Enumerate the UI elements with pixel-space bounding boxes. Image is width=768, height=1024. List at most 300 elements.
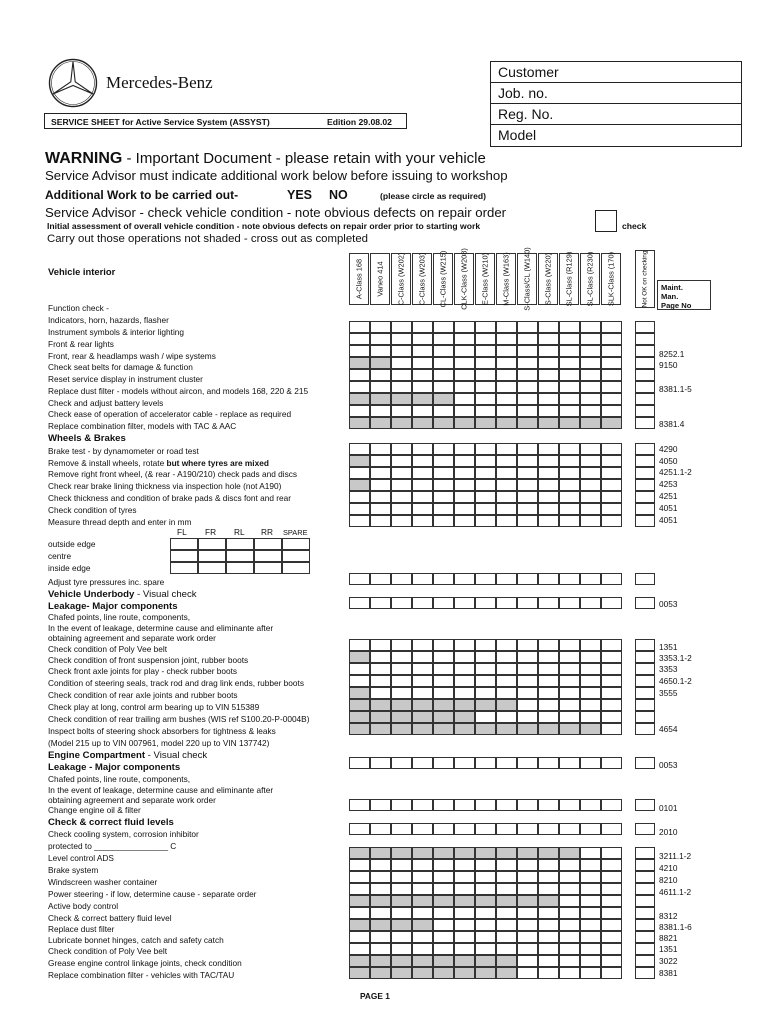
check-cell[interactable] (475, 503, 496, 515)
check-cell[interactable] (601, 597, 622, 609)
check-cell[interactable] (349, 955, 370, 967)
check-cell[interactable] (412, 455, 433, 467)
check-cell[interactable] (496, 573, 517, 585)
check-cell[interactable] (454, 381, 475, 393)
check-cell[interactable] (391, 503, 412, 515)
check-cell[interactable] (391, 369, 412, 381)
check-cell[interactable] (433, 573, 454, 585)
check-cell[interactable] (391, 393, 412, 405)
check-cell[interactable] (496, 321, 517, 333)
check-cell[interactable] (412, 515, 433, 527)
check-cell[interactable] (370, 919, 391, 931)
check-cell[interactable] (391, 967, 412, 979)
tyre-depth-cell[interactable] (254, 562, 282, 574)
check-cell[interactable] (454, 597, 475, 609)
check-cell[interactable] (496, 417, 517, 429)
check-cell[interactable] (559, 321, 580, 333)
check-cell[interactable] (601, 757, 622, 769)
check-cell[interactable] (433, 597, 454, 609)
check-cell[interactable] (412, 467, 433, 479)
check-cell[interactable] (391, 907, 412, 919)
check-cell[interactable] (370, 967, 391, 979)
check-cell[interactable] (391, 515, 412, 527)
check-cell[interactable] (370, 491, 391, 503)
check-cell[interactable] (454, 345, 475, 357)
check-cell[interactable] (580, 467, 601, 479)
not-ok-cell[interactable] (635, 955, 655, 967)
check-cell[interactable] (475, 573, 496, 585)
check-cell[interactable] (412, 723, 433, 735)
check-cell[interactable] (412, 919, 433, 931)
not-ok-cell[interactable] (635, 515, 655, 527)
check-cell[interactable] (559, 675, 580, 687)
not-ok-cell[interactable] (635, 369, 655, 381)
not-ok-cell[interactable] (635, 639, 655, 651)
not-ok-cell[interactable] (635, 675, 655, 687)
check-cell[interactable] (349, 357, 370, 369)
check-cell[interactable] (454, 723, 475, 735)
check-cell[interactable] (349, 345, 370, 357)
check-cell[interactable] (433, 723, 454, 735)
check-cell[interactable] (517, 907, 538, 919)
check-cell[interactable] (391, 823, 412, 835)
check-cell[interactable] (370, 757, 391, 769)
check-cell[interactable] (349, 573, 370, 585)
check-cell[interactable] (601, 443, 622, 455)
not-ok-cell[interactable] (635, 757, 655, 769)
check-cell[interactable] (454, 333, 475, 345)
check-cell[interactable] (412, 823, 433, 835)
tyre-depth-cell[interactable] (170, 550, 198, 562)
check-cell[interactable] (496, 799, 517, 811)
check-cell[interactable] (559, 503, 580, 515)
check-cell[interactable] (433, 675, 454, 687)
check-cell[interactable] (517, 823, 538, 835)
check-cell[interactable] (475, 467, 496, 479)
check-cell[interactable] (496, 393, 517, 405)
check-cell[interactable] (454, 405, 475, 417)
check-cell[interactable] (601, 417, 622, 429)
check-cell[interactable] (454, 467, 475, 479)
check-cell[interactable] (601, 357, 622, 369)
check-cell[interactable] (391, 723, 412, 735)
check-cell[interactable] (601, 943, 622, 955)
check-cell[interactable] (349, 467, 370, 479)
check-cell[interactable] (517, 757, 538, 769)
check-cell[interactable] (391, 573, 412, 585)
check-cell[interactable] (475, 443, 496, 455)
check-cell[interactable] (370, 597, 391, 609)
check-cell[interactable] (538, 417, 559, 429)
not-ok-cell[interactable] (635, 859, 655, 871)
check-cell[interactable] (580, 393, 601, 405)
check-cell[interactable] (454, 663, 475, 675)
not-ok-cell[interactable] (635, 663, 655, 675)
check-cell[interactable] (475, 417, 496, 429)
not-ok-cell[interactable] (635, 823, 655, 835)
check-cell[interactable] (559, 931, 580, 943)
check-cell[interactable] (370, 663, 391, 675)
not-ok-cell[interactable] (635, 333, 655, 345)
check-cell[interactable] (370, 723, 391, 735)
check-cell[interactable] (349, 919, 370, 931)
check-cell[interactable] (580, 711, 601, 723)
check-cell[interactable] (517, 597, 538, 609)
check-cell[interactable] (517, 573, 538, 585)
check-cell[interactable] (517, 369, 538, 381)
check-cell[interactable] (433, 443, 454, 455)
check-cell[interactable] (580, 675, 601, 687)
check-cell[interactable] (580, 369, 601, 381)
check-cell[interactable] (433, 479, 454, 491)
check-cell[interactable] (496, 687, 517, 699)
check-cell[interactable] (517, 931, 538, 943)
check-cell[interactable] (454, 871, 475, 883)
check-cell[interactable] (559, 699, 580, 711)
check-cell[interactable] (475, 515, 496, 527)
not-ok-cell[interactable] (635, 967, 655, 979)
check-cell[interactable] (580, 859, 601, 871)
check-cell[interactable] (370, 859, 391, 871)
check-cell[interactable] (433, 417, 454, 429)
check-cell[interactable] (370, 503, 391, 515)
check-cell[interactable] (538, 799, 559, 811)
check-cell[interactable] (475, 345, 496, 357)
check-cell[interactable] (412, 675, 433, 687)
check-cell[interactable] (433, 859, 454, 871)
check-cell[interactable] (580, 871, 601, 883)
check-cell[interactable] (580, 321, 601, 333)
check-cell[interactable] (559, 639, 580, 651)
check-cell[interactable] (517, 859, 538, 871)
check-cell[interactable] (496, 381, 517, 393)
check-cell[interactable] (433, 663, 454, 675)
check-cell[interactable] (454, 393, 475, 405)
check-cell[interactable] (433, 639, 454, 651)
check-cell[interactable] (370, 931, 391, 943)
check-cell[interactable] (538, 381, 559, 393)
check-cell[interactable] (349, 479, 370, 491)
check-cell[interactable] (391, 871, 412, 883)
check-cell[interactable] (559, 871, 580, 883)
check-cell[interactable] (538, 651, 559, 663)
check-cell[interactable] (475, 943, 496, 955)
check-cell[interactable] (538, 675, 559, 687)
check-cell[interactable] (559, 883, 580, 895)
check-cell[interactable] (454, 757, 475, 769)
not-ok-cell[interactable] (635, 345, 655, 357)
check-cell[interactable] (475, 491, 496, 503)
check-cell[interactable] (370, 357, 391, 369)
tyre-depth-cell[interactable] (170, 538, 198, 550)
not-ok-cell[interactable] (635, 847, 655, 859)
check-cell[interactable] (391, 333, 412, 345)
check-cell[interactable] (517, 663, 538, 675)
check-cell[interactable] (475, 847, 496, 859)
check-cell[interactable] (475, 799, 496, 811)
check-cell[interactable] (475, 651, 496, 663)
check-cell[interactable] (601, 799, 622, 811)
check-cell[interactable] (412, 479, 433, 491)
check-cell[interactable] (517, 381, 538, 393)
check-cell[interactable] (391, 405, 412, 417)
not-ok-cell[interactable] (635, 479, 655, 491)
check-cell[interactable] (559, 597, 580, 609)
tyre-depth-cell[interactable] (282, 562, 310, 574)
check-cell[interactable] (475, 871, 496, 883)
check-cell[interactable] (412, 597, 433, 609)
check-cell[interactable] (475, 321, 496, 333)
check-cell[interactable] (433, 333, 454, 345)
check-cell[interactable] (370, 895, 391, 907)
not-ok-cell[interactable] (635, 393, 655, 405)
check-cell[interactable] (601, 479, 622, 491)
check-cell[interactable] (433, 515, 454, 527)
check-cell[interactable] (538, 883, 559, 895)
no-option[interactable]: NO (329, 188, 348, 202)
not-ok-cell[interactable] (635, 919, 655, 931)
check-cell[interactable] (538, 823, 559, 835)
check-cell[interactable] (559, 573, 580, 585)
check-cell[interactable] (412, 799, 433, 811)
check-cell[interactable] (517, 675, 538, 687)
check-cell[interactable] (601, 573, 622, 585)
check-cell[interactable] (517, 467, 538, 479)
check-cell[interactable] (517, 503, 538, 515)
check-cell[interactable] (580, 503, 601, 515)
check-cell[interactable] (454, 967, 475, 979)
check-cell[interactable] (475, 931, 496, 943)
check-cell[interactable] (601, 333, 622, 345)
model-field[interactable]: Model (498, 127, 537, 143)
check-cell[interactable] (370, 467, 391, 479)
check-cell[interactable] (349, 639, 370, 651)
check-cell[interactable] (349, 931, 370, 943)
tyre-depth-cell[interactable] (282, 550, 310, 562)
check-cell[interactable] (538, 597, 559, 609)
check-cell[interactable] (559, 967, 580, 979)
check-cell[interactable] (517, 479, 538, 491)
check-cell[interactable] (433, 455, 454, 467)
check-cell[interactable] (475, 823, 496, 835)
check-cell[interactable] (517, 333, 538, 345)
check-cell[interactable] (601, 699, 622, 711)
check-cell[interactable] (601, 651, 622, 663)
check-cell[interactable] (517, 345, 538, 357)
check-cell[interactable] (580, 955, 601, 967)
check-cell[interactable] (601, 687, 622, 699)
check-cell[interactable] (433, 967, 454, 979)
check-cell[interactable] (391, 883, 412, 895)
check-cell[interactable] (517, 687, 538, 699)
check-cell[interactable] (559, 491, 580, 503)
check-cell[interactable] (517, 955, 538, 967)
check-cell[interactable] (601, 491, 622, 503)
check-cell[interactable] (517, 393, 538, 405)
check-cell[interactable] (412, 943, 433, 955)
check-cell[interactable] (559, 417, 580, 429)
check-cell[interactable] (538, 943, 559, 955)
check-cell[interactable] (580, 597, 601, 609)
check-cell[interactable] (496, 955, 517, 967)
check-cell[interactable] (580, 883, 601, 895)
check-cell[interactable] (496, 651, 517, 663)
check-cell[interactable] (454, 515, 475, 527)
check-cell[interactable] (580, 417, 601, 429)
check-cell[interactable] (580, 943, 601, 955)
check-cell[interactable] (538, 859, 559, 871)
check-cell[interactable] (496, 443, 517, 455)
check-cell[interactable] (454, 491, 475, 503)
check-cell[interactable] (454, 711, 475, 723)
not-ok-cell[interactable] (635, 883, 655, 895)
check-cell[interactable] (454, 651, 475, 663)
check-cell[interactable] (538, 757, 559, 769)
job-number-field[interactable]: Job. no. (491, 83, 741, 104)
check-cell[interactable] (349, 417, 370, 429)
check-cell[interactable] (412, 393, 433, 405)
check-cell[interactable] (517, 639, 538, 651)
tyre-depth-cell[interactable] (226, 550, 254, 562)
check-cell[interactable] (412, 345, 433, 357)
check-cell[interactable] (538, 573, 559, 585)
check-cell[interactable] (412, 859, 433, 871)
check-cell[interactable] (538, 723, 559, 735)
not-ok-cell[interactable] (635, 455, 655, 467)
check-cell[interactable] (391, 455, 412, 467)
check-cell[interactable] (454, 883, 475, 895)
check-cell[interactable] (349, 455, 370, 467)
check-cell[interactable] (496, 883, 517, 895)
check-cell[interactable] (349, 723, 370, 735)
check-cell[interactable] (412, 651, 433, 663)
check-cell[interactable] (517, 651, 538, 663)
check-cell[interactable] (538, 345, 559, 357)
check-cell[interactable] (349, 907, 370, 919)
check-cell[interactable] (412, 321, 433, 333)
not-ok-cell[interactable] (635, 417, 655, 429)
not-ok-cell[interactable] (635, 491, 655, 503)
check-cell[interactable] (349, 711, 370, 723)
check-cell[interactable] (601, 955, 622, 967)
check-cell[interactable] (475, 333, 496, 345)
check-cell[interactable] (349, 333, 370, 345)
check-cell[interactable] (580, 405, 601, 417)
check-cell[interactable] (496, 479, 517, 491)
check-cell[interactable] (475, 757, 496, 769)
check-cell[interactable] (412, 967, 433, 979)
check-cell[interactable] (391, 597, 412, 609)
check-cell[interactable] (559, 723, 580, 735)
check-cell[interactable] (475, 687, 496, 699)
check-cell[interactable] (517, 443, 538, 455)
check-cell[interactable] (517, 967, 538, 979)
check-cell[interactable] (454, 321, 475, 333)
check-cell[interactable] (559, 895, 580, 907)
check-cell[interactable] (580, 515, 601, 527)
not-ok-cell[interactable] (635, 503, 655, 515)
check-cell[interactable] (517, 799, 538, 811)
check-cell[interactable] (391, 381, 412, 393)
check-cell[interactable] (559, 711, 580, 723)
check-cell[interactable] (370, 847, 391, 859)
check-cell[interactable] (496, 859, 517, 871)
check-cell[interactable] (391, 687, 412, 699)
check-cell[interactable] (496, 967, 517, 979)
check-cell[interactable] (370, 417, 391, 429)
customer-field[interactable]: Customer (491, 62, 741, 83)
check-cell[interactable] (349, 675, 370, 687)
check-cell[interactable] (601, 369, 622, 381)
check-cell[interactable] (412, 405, 433, 417)
check-cell[interactable] (559, 823, 580, 835)
check-cell[interactable] (601, 381, 622, 393)
not-ok-cell[interactable] (635, 943, 655, 955)
check-cell[interactable] (433, 919, 454, 931)
check-cell[interactable] (559, 345, 580, 357)
check-cell[interactable] (580, 573, 601, 585)
check-cell[interactable] (475, 919, 496, 931)
check-cell[interactable] (496, 503, 517, 515)
check-cell[interactable] (475, 479, 496, 491)
check-cell[interactable] (349, 967, 370, 979)
check-cell[interactable] (370, 871, 391, 883)
check-cell[interactable] (559, 859, 580, 871)
check-cell[interactable] (454, 943, 475, 955)
check-cell[interactable] (454, 699, 475, 711)
check-cell[interactable] (391, 847, 412, 859)
check-cell[interactable] (391, 699, 412, 711)
check-cell[interactable] (601, 883, 622, 895)
tyre-depth-cell[interactable] (254, 550, 282, 562)
check-cell[interactable] (412, 955, 433, 967)
check-cell[interactable] (601, 515, 622, 527)
check-cell[interactable] (601, 907, 622, 919)
check-cell[interactable] (349, 757, 370, 769)
not-ok-cell[interactable] (635, 405, 655, 417)
check-cell[interactable] (349, 687, 370, 699)
check-cell[interactable] (433, 847, 454, 859)
check-cell[interactable] (433, 883, 454, 895)
check-cell[interactable] (538, 393, 559, 405)
check-cell[interactable] (370, 479, 391, 491)
check-cell[interactable] (454, 639, 475, 651)
check-cell[interactable] (391, 799, 412, 811)
check-cell[interactable] (412, 931, 433, 943)
check-cell[interactable] (412, 573, 433, 585)
check-cell[interactable] (538, 919, 559, 931)
check-cell[interactable] (559, 455, 580, 467)
check-cell[interactable] (370, 321, 391, 333)
check-cell[interactable] (454, 455, 475, 467)
check-cell[interactable] (370, 943, 391, 955)
check-cell[interactable] (559, 907, 580, 919)
check-cell[interactable] (412, 333, 433, 345)
check-cell[interactable] (559, 651, 580, 663)
not-ok-cell[interactable] (635, 321, 655, 333)
check-cell[interactable] (580, 479, 601, 491)
check-cell[interactable] (349, 597, 370, 609)
check-cell[interactable] (580, 757, 601, 769)
check-cell[interactable] (475, 357, 496, 369)
not-ok-cell[interactable] (635, 895, 655, 907)
check-cell[interactable] (580, 847, 601, 859)
check-cell[interactable] (391, 919, 412, 931)
check-cell[interactable] (370, 883, 391, 895)
check-cell[interactable] (580, 651, 601, 663)
check-cell[interactable] (412, 369, 433, 381)
not-ok-cell[interactable] (635, 871, 655, 883)
